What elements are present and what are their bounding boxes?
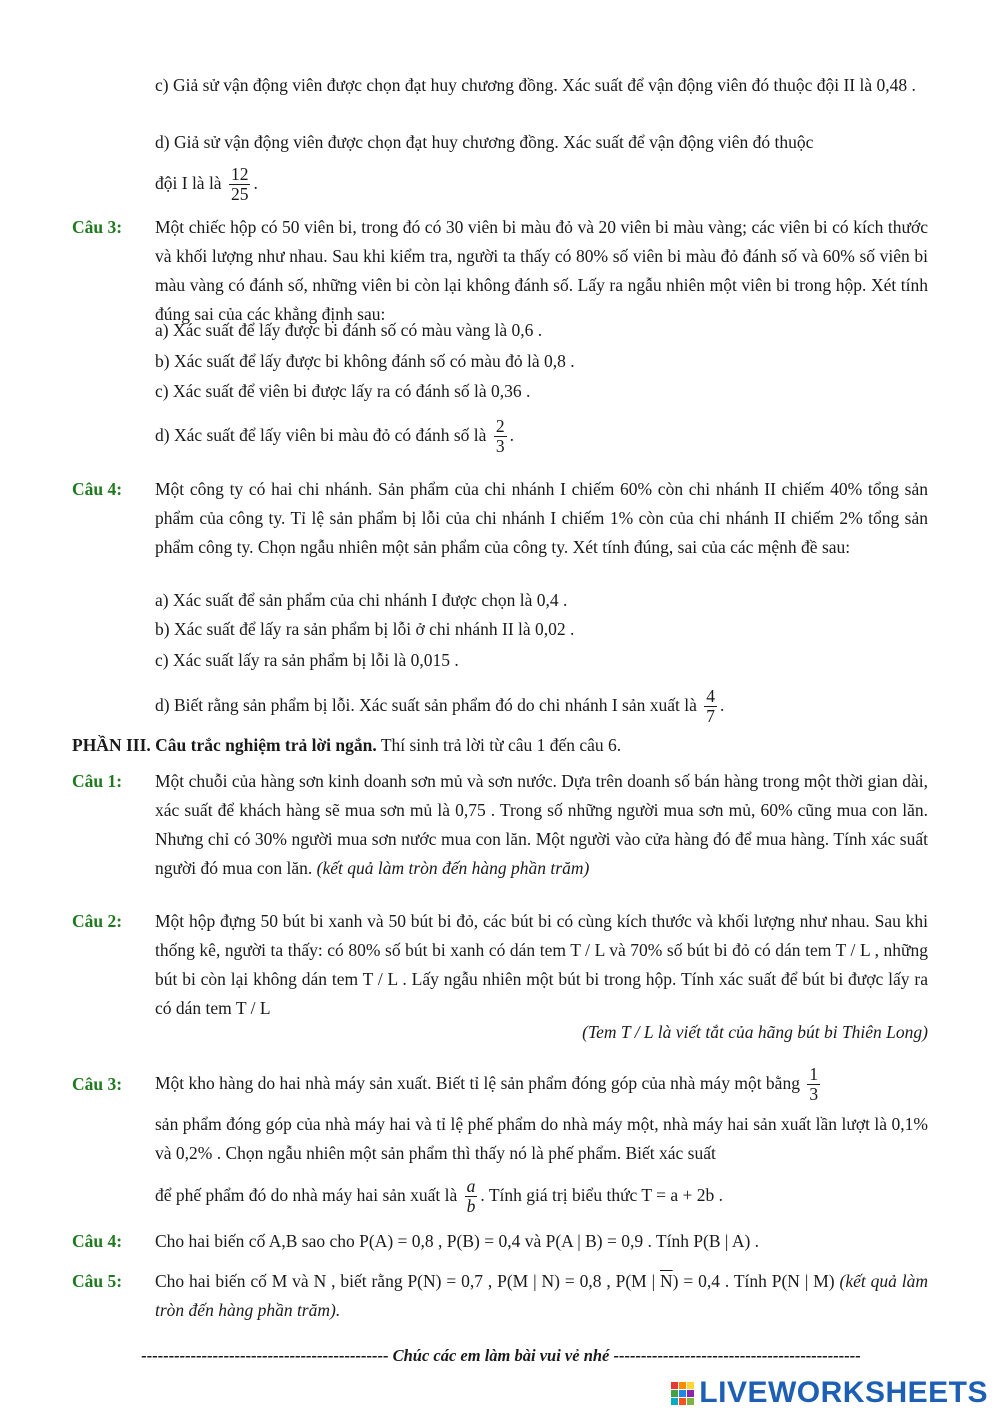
q3-stem: Một chiếc hộp có 50 viên bi, trong đó có 30 viên bi màu đỏ và 20 viên bi màu vàng; các viên bi có kích thước và khối lượng như nhau. Sau khi kiểm tra, người ta thấy có 80% số viên bi màu đỏ đánh số và 60% số viên bi màu vàng có đánh số, những viên bi còn lại không đánh số. Lấy ra ngẫu nhiên một viên bi trong hộp. Xét tính đúng sai của các khẳng định sau: (155, 217, 928, 324)
q4-option-d-fraction (704, 687, 717, 727)
q4-label: Câu 4: (72, 479, 123, 499)
s3-q1-label: Câu 1: (72, 771, 123, 791)
q4-option-c: c) Xác suất lấy ra sản phẩm bị lỗi là 0,015 . (155, 650, 459, 670)
fraction-denominator: 3 (809, 1084, 819, 1105)
q4-stem: Một công ty có hai chi nhánh. Sản phẩm của chi nhánh I chiếm 60% còn chi nhánh II chiếm 40% tổng sản phẩm của công ty. Tỉ lệ sản phẩm bị lỗi của chi nhánh I chiếm 1% còn của chi nhánh II chiếm 2% tổng sản phẩm công ty. Chọn ngẫu nhiên một sản phẩm của công ty. Xét tính đúng, sai của các mệnh đề sau: (155, 479, 928, 557)
s3-q1-stem (155, 767, 928, 883)
q3-option-a: a) Xác suất để lấy được bi đánh số có màu vàng là 0,6 . (155, 320, 543, 340)
q4-option-a: a) Xác suất để sản phẩm của chi nhánh I được chọn là 0,4 . (155, 590, 568, 610)
q4-option-d-suffix: . (720, 695, 725, 715)
s3-q1-note: (kết quả làm tròn đến hàng phần trăm) (316, 858, 590, 878)
s3-q3-line2: sản phẩm đóng góp của nhà máy hai và tỉ lệ phế phẩm do nhà máy một, nhà máy hai sản xuất lần lượt là 0,1% và 0,2% . Chọn ngẫu nhiên một sản phẩm thì thấy nó là phế phẩm. Biết xác suất (155, 1114, 928, 1163)
q2-option-d-suffix: . (253, 173, 258, 193)
fraction-numerator: 1 (809, 1063, 819, 1084)
s3-q3-fraction (807, 1065, 820, 1105)
q3-option-d-fraction (494, 417, 507, 457)
s3-q3-line3-suffix: . Tính giá trị biểu thức T = a + 2b . (480, 1185, 724, 1205)
q4-option-d (155, 680, 928, 730)
s3-q3-line3-prefix: để phế phẩm đó do nhà máy hai sản xuất là (155, 1185, 458, 1205)
s3-q3-line3 (155, 1170, 928, 1220)
fraction-numerator: a (466, 1175, 476, 1196)
q3-option-b: b) Xác suất để lấy được bi không đánh số có màu đỏ là 0,8 . (155, 351, 575, 371)
s3-q4-label: Câu 4: (72, 1231, 123, 1251)
q2-option-d-fraction (229, 165, 251, 205)
s3-q5-text-before: Cho hai biến cố M và N , biết rằng P(N) = 0,7 , P(M | N) = 0,8 , P(M | (155, 1271, 661, 1291)
q2-option-c: c) Giả sử vận động viên được chọn đạt huy chương đồng. Xác suất để vận động viên đó thuộc đội II là 0,48 . (155, 75, 916, 95)
s3-q1-text: Một chuỗi của hàng sơn kinh doanh sơn mủ và sơn nước. Dựa trên doanh số bán hàng trong một thời gian dài, xác suất để khách hàng sẽ mua sơn mủ là 0,75 . Trong số những người mua sơn mủ, 60% cũng mua con lăn. Nhưng chỉ có 30% người mua sơn nước mua con lăn. Một người vào cửa hàng đó để mua hàng. Tính xác suất người đó mua con lăn. (155, 771, 928, 878)
q4-option-d-prefix: d) Biết rằng sản phẩm bị lỗi. Xác suất sản phẩm đó do chi nhánh I sản xuất là (155, 695, 697, 715)
s3-q5-text-after: ) = 0,4 . Tính P(N | M) (672, 1271, 835, 1291)
liveworksheets-logo (671, 1375, 988, 1411)
s3-q5-text (155, 1267, 928, 1325)
s3-q3-ab-fraction (465, 1177, 478, 1217)
s3-q5-complement-n: $\overline{N}$ (660, 1271, 673, 1291)
fraction-numerator: 4 (706, 685, 716, 706)
s3-q2-label: Câu 2: (72, 911, 123, 931)
s3-q5-label: Câu 5: (72, 1271, 123, 1291)
fraction-numerator: 2 (495, 415, 505, 436)
liveworksheets-logo-text: LIVEWORKSHEETS (699, 1376, 988, 1409)
q3-option-d (155, 410, 928, 460)
section3-heading (72, 731, 930, 760)
fraction-numerator: 12 (230, 163, 249, 184)
s3-q4-text: Cho hai biến cố A,B sao cho P(A) = 0,8 , P(B) = 0,4 và P(A | B) = 0,9 . Tính P(B | A) . (155, 1231, 760, 1251)
q3-option-d-prefix: d) Xác suất để lấy viên bi màu đỏ có đánh số là (155, 425, 487, 445)
q3-option-d-suffix: . (509, 425, 514, 445)
q3-label: Câu 3: (72, 217, 123, 237)
s3-q3-line1 (155, 1058, 928, 1108)
s3-q3-label: Câu 3: (72, 1074, 123, 1094)
q2-option-d-line (155, 158, 928, 208)
s3-q3-line1-text: Một kho hàng do hai nhà máy sản xuất. Biết tỉ lệ sản phẩm đóng góp của nhà máy một bằng (155, 1073, 800, 1093)
fraction-denominator: b (466, 1196, 476, 1217)
section3-heading-bold: PHẦN III. Câu trắc nghiệm trả lời ngắn. (72, 735, 377, 755)
q4-option-b: b) Xác suất để lấy ra sản phẩm bị lỗi ở chi nhánh II là 0,02 . (155, 619, 575, 639)
fraction-denominator: 3 (495, 436, 505, 457)
s3-q2-stem: Một hộp đựng 50 bút bi xanh và 50 bút bi đỏ, các bút bi có cùng kích thước và khối lượng như nhau. Sau khi thống kê, người ta thấy: có 80% số bút bi xanh có dán tem T / L và 70% số bút bi đỏ có dán tem T / L , những bút bi còn lại không dán tem T / L . Lấy ngẫu nhiên một bút bi trong hộp. Tính xác suất để bút bi được lấy ra có dán tem T / L (155, 911, 928, 1018)
q2-option-d-text: d) Giả sử vận động viên được chọn đạt huy chương đồng. Xác suất để vận động viên đó thuộc (155, 132, 814, 152)
fraction-denominator: 7 (706, 706, 716, 727)
q3-option-c: c) Xác suất để viên bi được lấy ra có đánh số là 0,36 . (155, 381, 531, 401)
fraction-denominator: 25 (230, 184, 249, 205)
footer-message: --------------------------------------------- Chúc các em làm bài vui vẻ nhé --------------------------------------------- (141, 1346, 861, 1365)
liveworksheets-logo-icon (671, 1382, 694, 1405)
section3-heading-rest: Thí sinh trả lời từ câu 1 đến câu 6. (376, 735, 622, 755)
q2-option-d-prefix: đội I là là (155, 173, 222, 193)
s3-q5-note: (kết quả làm tròn đến hàng phần trăm). (155, 1271, 928, 1320)
s3-q2-note: (Tem T / L là viết tắt của hãng bút bi Thiên Long) (582, 1022, 928, 1042)
